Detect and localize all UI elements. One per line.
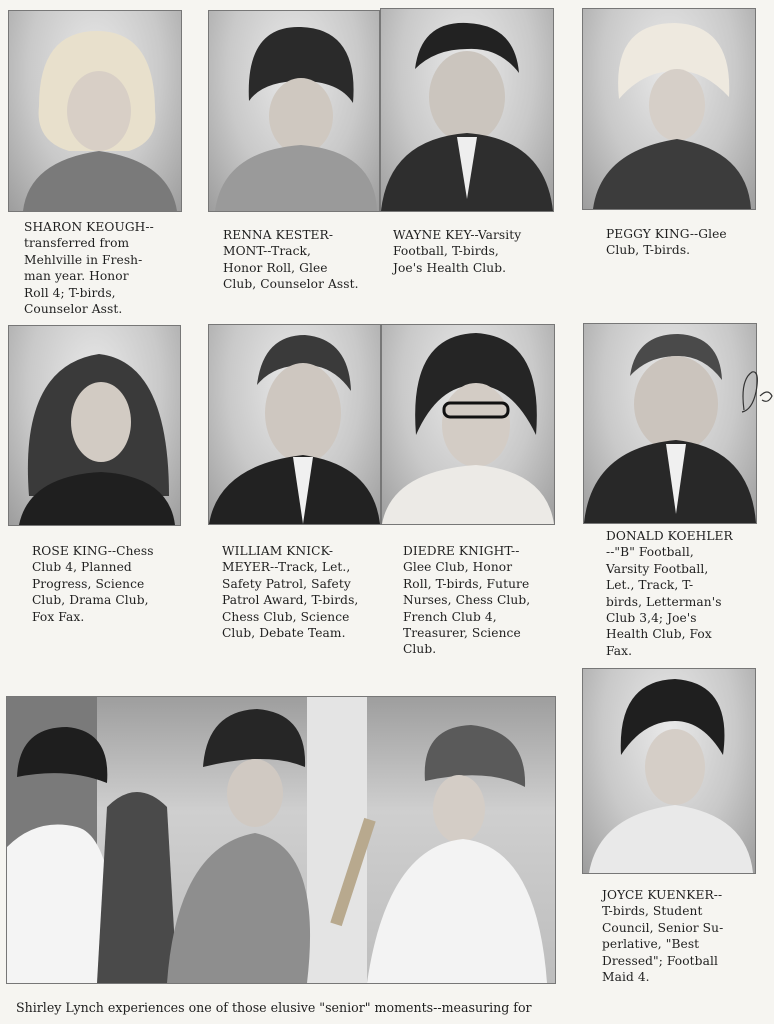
portrait-figure xyxy=(583,669,755,873)
portrait-figure xyxy=(381,9,553,211)
portrait-photo-donald-koehler xyxy=(583,323,757,524)
caption-renna-kestermont: RENNA KESTER- MONT--Track, Honor Roll, Glee Club, Counselor Asst. xyxy=(223,228,359,292)
portrait-figure xyxy=(209,325,380,524)
portrait-photo-wayne-key xyxy=(380,8,554,212)
portrait-photo-renna-kestermont xyxy=(208,10,380,212)
portrait-photo-joyce-kuenker xyxy=(582,668,756,874)
portrait-photo-william-knickmeyer xyxy=(208,324,381,525)
caption-wayne-key: WAYNE KEY--Varsity Football, T-birds, Joe's Health Club. xyxy=(393,228,522,275)
caption-sharon-keough: SHARON KEOUGH-- transferred from Mehlville in Fresh- man year. Honor Roll 4; T-birds, Counselor Asst. xyxy=(24,220,154,317)
caption-peggy-king: PEGGY KING--Glee Club, T-birds. xyxy=(606,227,727,258)
portrait-photo-diedre-knight xyxy=(381,324,555,525)
portrait-figure xyxy=(584,324,756,523)
portrait-photo-sharon-keough xyxy=(8,10,182,212)
caption-william-knickmeyer: WILLIAM KNICK- MEYER--Track, Let., Safety Patrol, Safety Patrol Award, T-birds, Chess Club, Science Club, Debate Team. xyxy=(222,544,359,641)
candid-photo-measuring xyxy=(6,696,556,984)
portrait-figure xyxy=(382,325,554,524)
caption-joyce-kuenker: JOYCE KUENKER-- T-birds, Student Council, Senior Su- perlative, "Best Dressed"; Football Maid 4. xyxy=(602,888,724,985)
portrait-figure xyxy=(9,326,180,525)
candid-scene xyxy=(7,697,555,983)
portrait-photo-peggy-king xyxy=(582,8,756,210)
caption-rose-king: ROSE KING--Chess Club 4, Planned Progress, Science Club, Drama Club, Fox Fax. xyxy=(32,544,154,624)
portrait-figure xyxy=(583,9,755,209)
portrait-figure xyxy=(9,11,181,211)
handwritten-mark xyxy=(738,366,774,416)
candid-photo-caption: Shirley Lynch experiences one of those elusive "senior" moments--measuring for xyxy=(16,1000,532,1015)
caption-diedre-knight: DIEDRE KNIGHT-- Glee Club, Honor Roll, T-birds, Future Nurses, Chess Club, French Club 4, Treasurer, Science Club. xyxy=(403,544,531,657)
caption-donald-koehler: DONALD KOEHLER --"B" Football, Varsity Football, Let., Track, T- birds, Letterman's Club 3,4; Joe's Health Club, Fox Fax. xyxy=(606,529,733,658)
portrait-figure xyxy=(209,11,379,211)
portrait-photo-rose-king xyxy=(8,325,181,526)
